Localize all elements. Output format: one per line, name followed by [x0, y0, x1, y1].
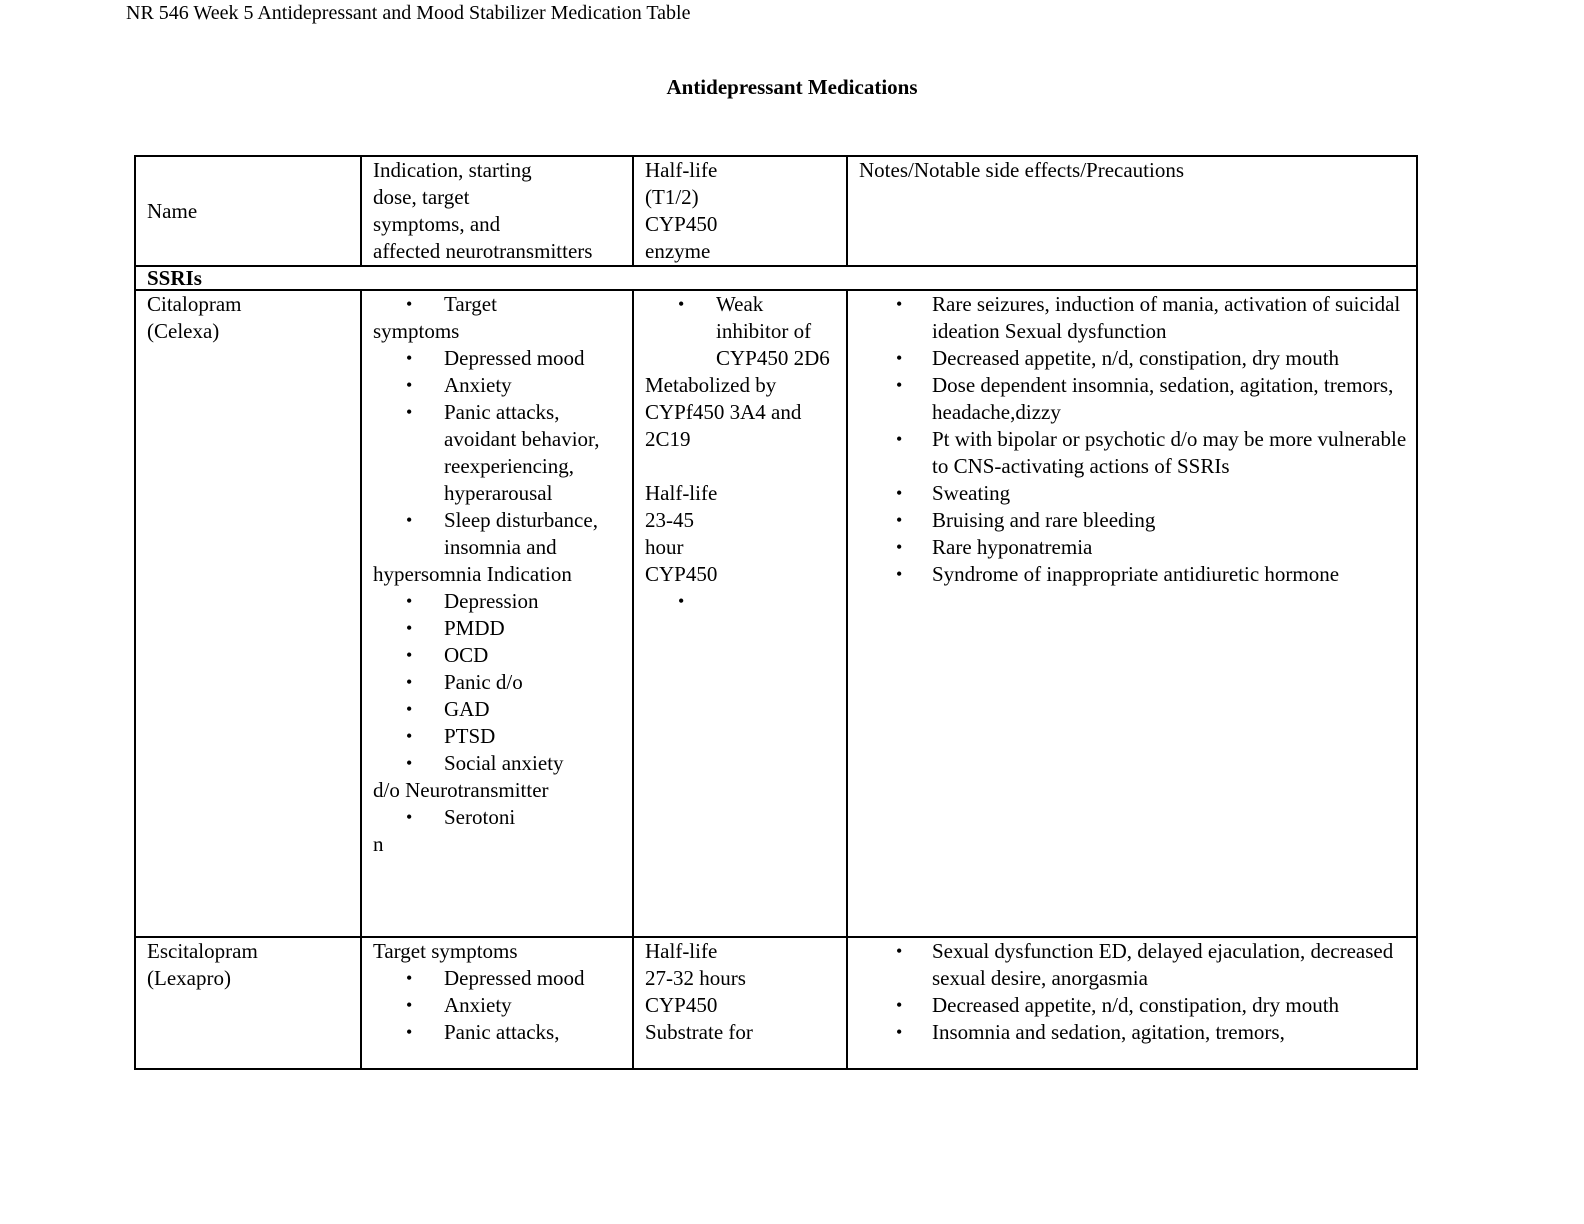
list-item: • Panic attacks, avoidant behavior, reexperiencing, hyperarousal	[373, 399, 624, 507]
list-item: • Pt with bipolar or psychotic d/o may be more vulnerable to CNS-activating actions of SSRIs	[859, 426, 1408, 480]
document-header: NR 546 Week 5 Antidepressant and Mood Stabilizer Medication Table	[126, 2, 691, 24]
halflife-cell: Half-life 27-32 hours CYP450 Substrate for	[633, 937, 847, 1069]
list-item: • Serotoni	[373, 804, 624, 831]
list-item: • Anxiety	[373, 992, 624, 1019]
header-halflife: Half-life (T1/2) CYP450 enzyme	[633, 156, 847, 266]
list-item: • Sexual dysfunction ED, delayed ejaculation, decreased sexual desire, anorgasmia	[859, 938, 1408, 992]
notes-cell	[847, 937, 1417, 1069]
list-item: • Decreased appetite, n/d, constipation, dry mouth	[859, 345, 1408, 372]
list-item: • Social anxiety	[373, 750, 624, 777]
header-indication: Indication, starting dose, target symptoms, and affected neurotransmitters	[361, 156, 633, 266]
header-notes: Notes/Notable side effects/Precautions	[847, 156, 1417, 266]
list-item: • Rare hyponatremia	[859, 534, 1408, 561]
list-item: • Depression	[373, 588, 624, 615]
section-row	[135, 266, 1417, 290]
list-item: • Panic d/o	[373, 669, 624, 696]
list-item: • PTSD	[373, 723, 624, 750]
section-label: SSRIs	[135, 266, 1417, 290]
list-item: • Syndrome of inappropriate antidiuretic hormone	[859, 561, 1408, 588]
indication-cell: • Target symptoms • Depressed mood • Anxiety • Panic attacks, avoidant behavior, reexperiencing, hyperarousal • Sleep disturbance, insomnia and hypersomnia Indication • Depression • PMDD • OCD • Panic d/o • GAD • PTSD • Social anxiety d/o Neurotransmitter • Serotoni n	[361, 290, 633, 937]
list-item: • Dose dependent insomnia, sedation, agitation, tremors, headache,dizzy	[859, 372, 1408, 426]
list-item: • Target	[373, 291, 624, 318]
list-item: • Insomnia and sedation, agitation, tremors,	[859, 1019, 1408, 1046]
empty-bullet	[645, 588, 838, 615]
indication-cell: Target symptoms • Depressed mood • Anxiety • Panic attacks,	[361, 937, 633, 1069]
list-item: • Depressed mood	[373, 345, 624, 372]
list-item: • Decreased appetite, n/d, constipation, dry mouth	[859, 992, 1408, 1019]
drug-name-cell: Escitalopram (Lexapro)	[135, 937, 361, 1069]
page-title: Antidepressant Medications	[666, 75, 918, 99]
notes-cell	[847, 290, 1417, 937]
halflife-cell: • Weak inhibitor of CYP450 2D6 Metabolized by CYPf450 3A4 and 2C19 Half-life 23-45 hour CYP450 •	[633, 290, 847, 937]
table-row	[135, 290, 1417, 937]
header-name: Name	[135, 156, 361, 266]
list-item: • OCD	[373, 642, 624, 669]
list-item: • PMDD	[373, 615, 624, 642]
medication-table	[134, 155, 1418, 1070]
list-item: • Panic attacks,	[373, 1019, 624, 1046]
list-item: • Anxiety	[373, 372, 624, 399]
list-item: • GAD	[373, 696, 624, 723]
list-item: • Weak inhibitor of CYP450 2D6	[645, 291, 838, 372]
list-item: • Sweating	[859, 480, 1408, 507]
list-item: • Depressed mood	[373, 965, 624, 992]
table-header-row	[135, 156, 1417, 266]
list-item: • Bruising and rare bleeding	[859, 507, 1408, 534]
list-item: • Sleep disturbance, insomnia and	[373, 507, 624, 561]
table-row	[135, 937, 1417, 1069]
drug-name-cell: Citalopram (Celexa)	[135, 290, 361, 937]
list-item: • Rare seizures, induction of mania, activation of suicidal ideation Sexual dysfunction	[859, 291, 1408, 345]
